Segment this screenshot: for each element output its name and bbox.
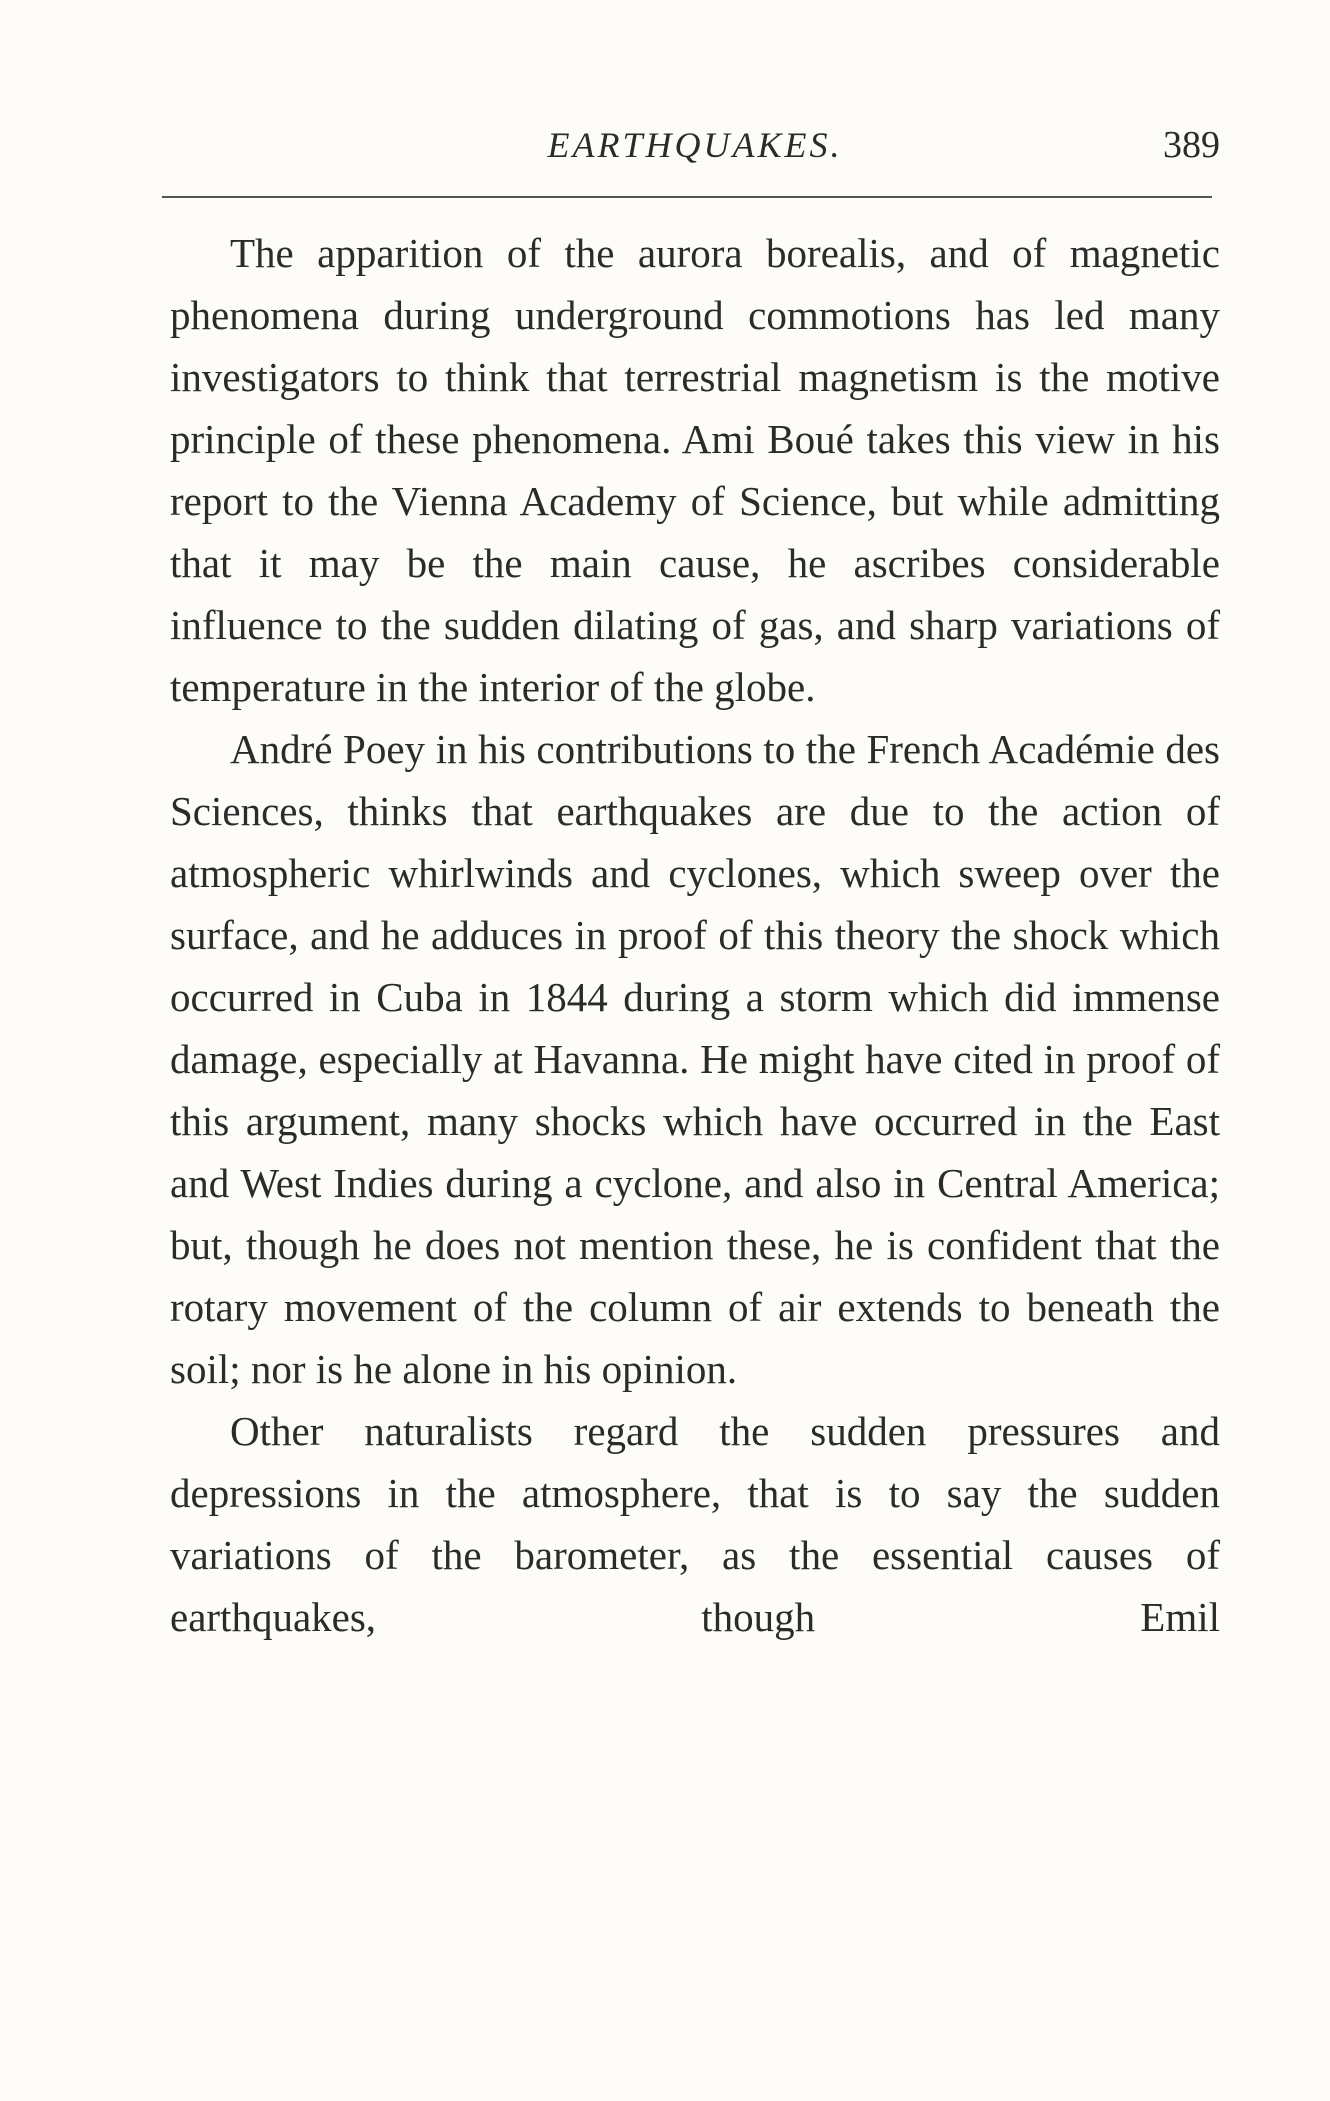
page-number: 389 (1163, 124, 1220, 166)
paragraph: André Poey in his contributions to the French Académie des Sciences, thinks that earthquakes are due to the action of atmospheric whirlwinds and cyclones, which sweep over the surface, and he adduces in proof of this theory the shock which occurred in Cuba in 1844 during a storm which did immense damage, especially at Havanna. He might have cited in proof of this argument, many shocks which have occurred in the East and West Indies during a cyclone, and also in Central America; but, though he does not mention these, he is confident that the rotary movement of the column of air extends to beneath the soil; nor is he alone in his opinion. (170, 726, 1220, 1392)
running-head (170, 120, 1220, 170)
paragraph: Other naturalists regard the sudden pressures and depressions in the atmosphere, that is to say the sudden variations of the barometer, as the essential causes of earthquakes, though Emil (170, 1408, 1220, 1640)
header-rule (162, 196, 1212, 198)
body-text (170, 222, 1220, 1648)
running-title: EARTHQUAKES. (547, 125, 843, 165)
paragraph: The apparition of the aurora borealis, and of magnetic phenomena during underground commotions has led many investigators to think that terrestrial magnetism is the motive principle of these phenomena. Ami Boué takes this view in his report to the Vienna Academy of Science, but while admitting that it may be the main cause, he ascribes considerable influence to the sudden dilating of gas, and sharp variations of temperature in the interior of the globe. (170, 230, 1220, 710)
